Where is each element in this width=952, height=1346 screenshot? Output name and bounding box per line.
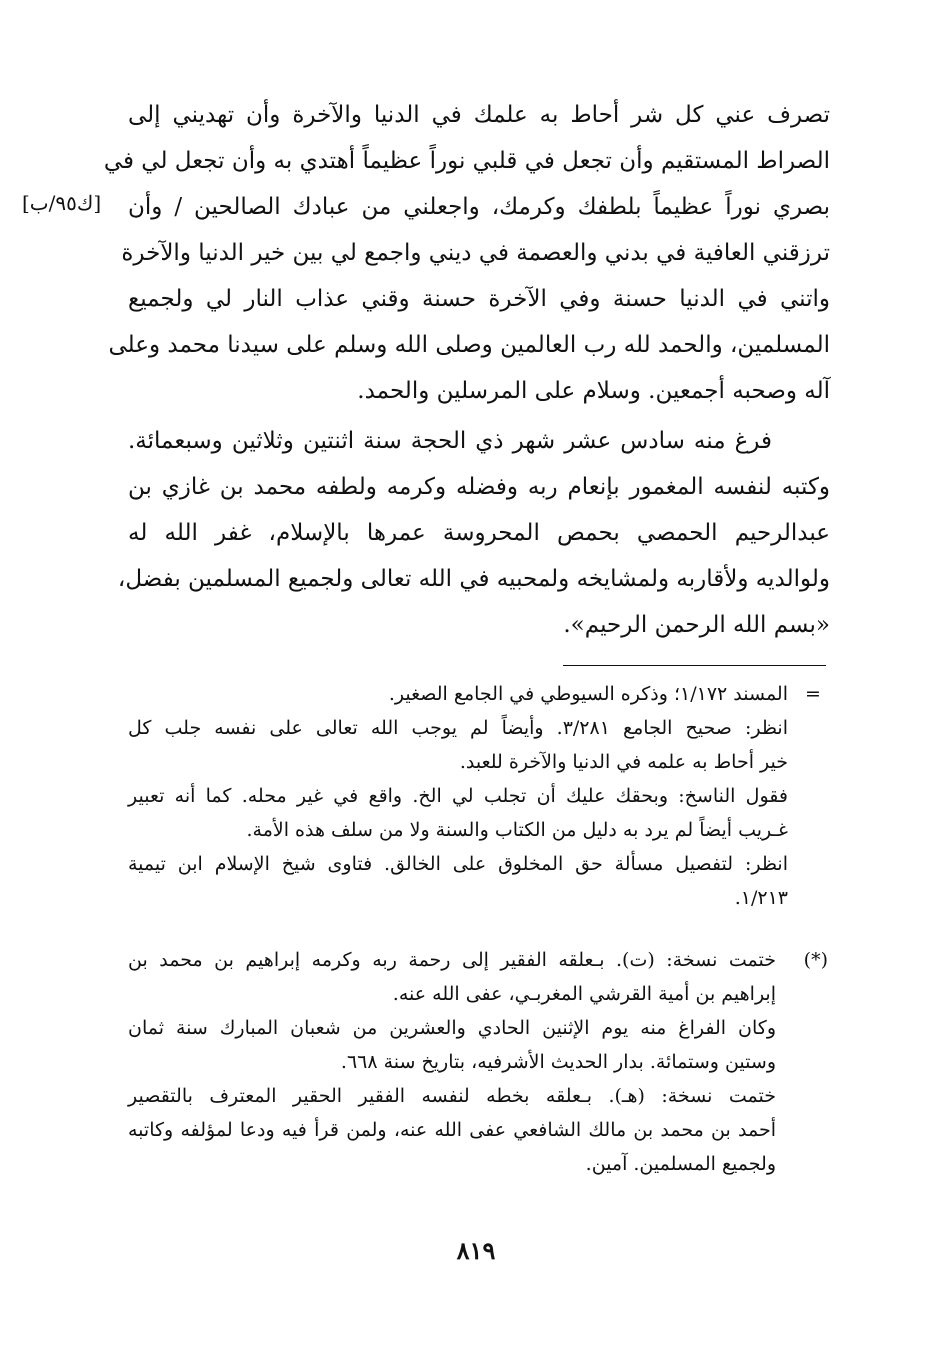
footnote-line: وستين وستمائة. بدار الحديث الأشرفيه، بتاريخ سنة ٦٦٨.: [340, 1051, 776, 1073]
text-line: بصري نوراً عظيماً بلطفك وكرمك، واجعلني من عبادك الصالحين / وأن: [128, 194, 830, 220]
text-line: تصرف عني كل شر أحاط به علمك في الدنيا والآخرة وأن تهديني إلى: [128, 102, 830, 128]
text-line: آله وصحبه أجمعين. وسلام على المرسلين والحمد.: [357, 378, 830, 404]
footnote-line: انظر: صحيح الجامع ٣/٢٨١. وأيضاً لم يوجب الله تعالى على نفسه جلب كل: [128, 717, 788, 739]
text-line: ترزقني العافية في بدني والعصمة في ديني واجمع لي بين خير الدنيا والآخرة: [121, 240, 830, 266]
text-line: المسلمين، والحمد لله رب العالمين وصلى الله وسلم على سيدنا محمد وعلى: [108, 332, 830, 358]
footnote-line: خير أحاط به علمه في الدنيا والآخرة للعبد.: [459, 751, 788, 773]
footnote-marker: (*): [803, 949, 828, 971]
footnote-line: انظر: لتفصيل مسألة حق المخلوق على الخالق. فتاوى شيخ الإسلام ابن تيمية: [128, 853, 788, 875]
page-number: ٨١٩: [456, 1236, 496, 1265]
footnote-line: ولجميع المسلمين. آمين.: [585, 1153, 776, 1175]
footnote-line: غـريب أيضاً لم يرد به دليل من الكتاب والسنة ولا من سلف هذه الأمة.: [246, 819, 788, 841]
text-line: ولوالديه ولأقاربه ولمشايخه ولمحبيه في الله تعالى ولجميع المسلمين بفضل،: [117, 566, 830, 592]
footnote-continuation-marker: =: [805, 683, 821, 705]
text-line: وكتبه لنفسه المغمور بإنعام ربه وفضله وكرمه ولطفه محمد بن غازي بن: [128, 474, 830, 500]
text-line: واتني في الدنيا حسنة وفي الآخرة حسنة وقني عذاب النار لي ولجميع: [128, 286, 830, 312]
text-line: «بسم الله الرحمن الرحيم».: [563, 612, 830, 638]
footnote-line: وكان الفراغ منه يوم الإثنين الحادي والعشرين من شعبان المبارك سنة ثمان: [128, 1017, 776, 1039]
footnote-line: فقول الناسخ: وبحقك عليك أن تجلب لي الخ. واقع في غير محله. كما أنه تعبير: [128, 785, 788, 807]
closing-prayer-paragraph: [103, 92, 830, 414]
footnote-line: ختمت نسخة: (ت). بـعلقه الفقير إلى رحمة ربه وكرمه إبراهيم بن محمد بن: [128, 949, 776, 971]
footnote-separator: [563, 665, 826, 666]
manuscript-folio-note: [ك٩٥/ب]: [22, 191, 102, 215]
footnote-line: ختمت نسخة: (هـ). بـعلقه بخطه لنفسه الفقير الحقير المعترف بالتقصير: [128, 1085, 776, 1107]
footnote-continued: [128, 677, 788, 915]
footnote-line: ١/٢١٣.: [734, 887, 788, 909]
footnote-line: أحمد بن محمد بن مالك الشافعي عفى الله عنه، ولمن قرأ فيه ودعا لمؤلفه وكاتبه: [128, 1119, 776, 1141]
footnote-line: إبراهيم بن أمية القرشي المغربـي، عفى الله عنه.: [392, 983, 776, 1005]
text-line: فرغ منه سادس عشر شهر ذي الحجة سنة اثنتين وثلاثين وسبعمائة.: [128, 428, 772, 454]
colophon-paragraph: [117, 418, 830, 648]
text-line: عبدالرحيم الحمصي بحمص المحروسة عمرها بالإسلام، غفر الله له: [128, 520, 830, 546]
text-line: الصراط المستقيم وأن تجعل في قلبي نوراً عظيماً أهتدي به وأن تجعل لي في: [103, 148, 830, 174]
footnote-manuscript-endings: [128, 943, 776, 1181]
footnote-line: المسند ١/١٧٢؛ وذكره السيوطي في الجامع الصغير.: [388, 683, 788, 705]
